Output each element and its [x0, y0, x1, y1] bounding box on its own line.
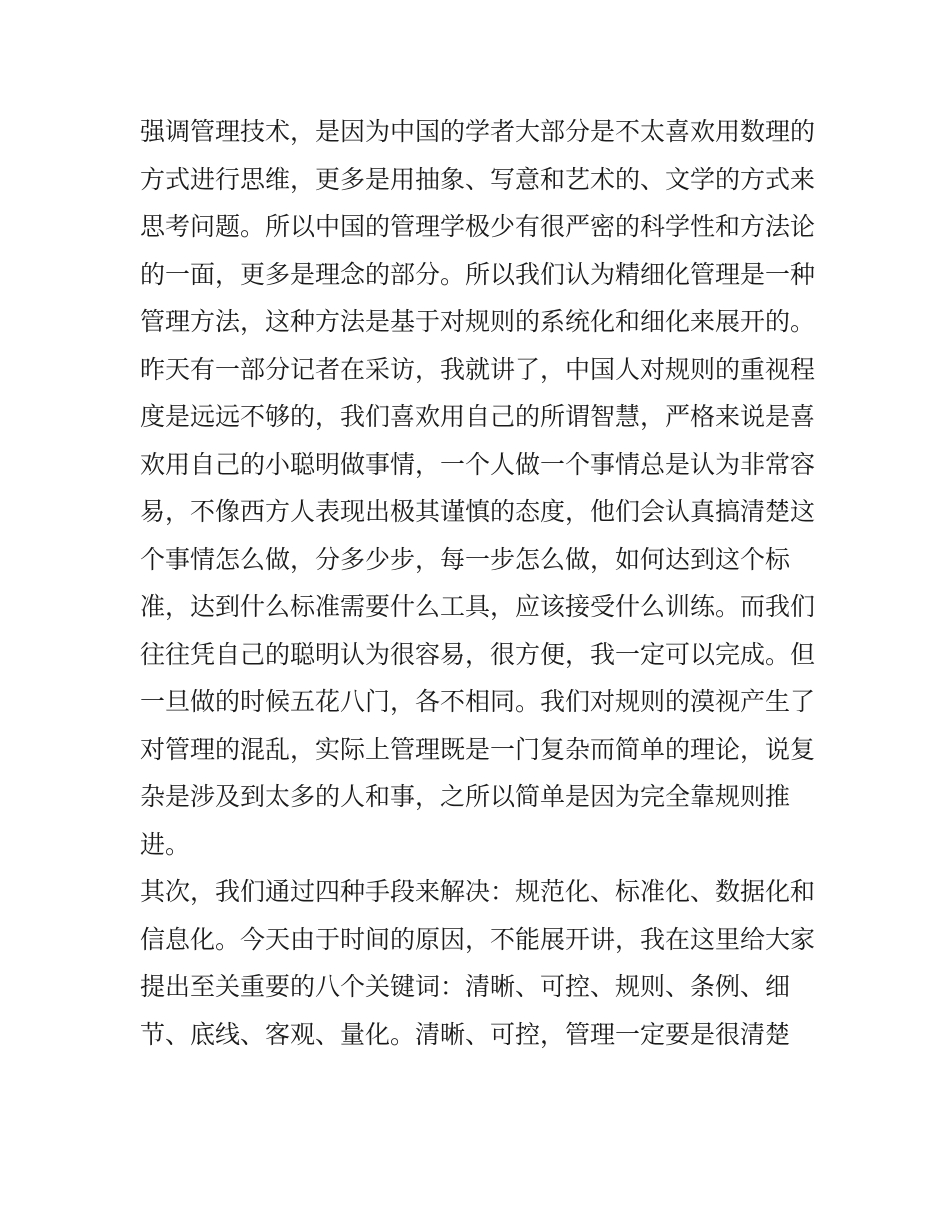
text-line: 度是远远不够的，我们喜欢用自己的所谓智慧，严格来说是喜 — [140, 402, 816, 431]
text-line: 管理方法，这种方法是基于对规则的系统化和细化来展开的。 — [140, 307, 816, 336]
text-line: 的一面，更多是理念的部分。所以我们认为精细化管理是一种 — [140, 259, 816, 289]
text-line: 欢用自己的小聪明做事情，一个人做一个事情总是认为非常容 — [140, 449, 816, 479]
text-line: 个事情怎么做，分多少步，每一步怎么做，如何达到这个标 — [140, 544, 791, 574]
text-line: 其次，我们通过四种手段来解决：规范化、标准化、数据化和 — [140, 877, 816, 906]
text-line: 昨天有一部分记者在采访，我就讲了，中国人对规则的重视程 — [140, 354, 816, 384]
text-line: 节、底线、客观、量化。清晰、可控，管理一定要是很清楚 — [140, 1019, 791, 1049]
text-line: 准，达到什么标准需要什么工具，应该接受什么训练。而我们 — [140, 592, 816, 621]
text-line: 杂是涉及到太多的人和事，之所以简单是因为完全靠规则推 — [140, 782, 791, 811]
text-line: 往往凭自己的聪明认为很容易，很方便，我一定可以完成。但 — [140, 639, 816, 669]
body-text — [140, 108, 820, 1058]
text-line: 信息化。今天由于时间的原因，不能展开讲，我在这里给大家 — [140, 924, 816, 954]
text-line: 易，不像西方人表现出极其谨慎的态度，他们会认真搞清楚这 — [140, 497, 816, 526]
text-line: 提出至关重要的八个关键词：清晰、可控、规则、条例、细 — [140, 972, 791, 1001]
text-line: 思考问题。所以中国的管理学极少有很严密的科学性和方法论 — [140, 212, 816, 241]
text-line: 强调管理技术，是因为中国的学者大部分是不太喜欢用数理的 — [140, 117, 816, 146]
text-line: 方式进行思维，更多是用抽象、写意和艺术的、文学的方式来 — [140, 164, 816, 194]
text-line: 对管理的混乱，实际上管理既是一门复杂而简单的理论，说复 — [140, 734, 816, 764]
text-line: 一旦做的时候五花八门，各不相同。我们对规则的漠视产生了 — [140, 687, 816, 716]
text-line: 进。 — [140, 829, 191, 859]
